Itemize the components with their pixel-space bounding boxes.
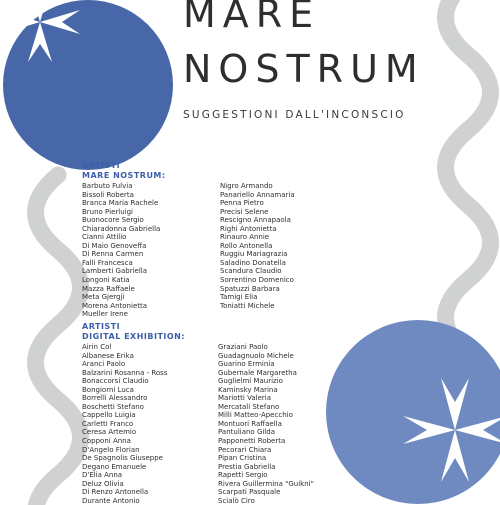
section-label-mare-nostrum: ARTISTI	[82, 161, 121, 170]
artist-name: Spatuzzi Barbara	[220, 284, 280, 293]
artist-name: Bissoli Roberta	[82, 190, 134, 199]
artist-name: Lamberti Gabriella	[82, 267, 148, 276]
artist-name: Barbuto Fulvia	[82, 182, 133, 190]
artist-name: Deluz Olivia	[82, 479, 124, 488]
artist-name: Ruggiu Mariagrazia	[220, 250, 288, 259]
artist-name: Montuori Raffaella	[218, 419, 282, 428]
section-heading-mare-nostrum: MARE NOSTRUM:	[82, 171, 166, 180]
artist-name: Pipan Cristina	[218, 454, 267, 463]
artist-name: Pecorari Chiara	[218, 445, 272, 454]
artist-name: Sorrentino Domenico	[220, 276, 294, 285]
artist-name: Degano Emanuele	[82, 462, 147, 471]
artist-name: Penna Pietro	[220, 199, 264, 208]
artist-name: Meta Gjergji	[82, 293, 125, 302]
artist-name: Rapetti Sergio	[218, 471, 268, 480]
artist-name: Toniatti Michele	[220, 301, 275, 310]
artist-name: Albanese Erika	[82, 351, 134, 360]
artist-name: Buonocore Sergio	[82, 216, 144, 225]
artist-name: Precisi Selene	[220, 207, 269, 216]
section-label-digital-exhibition: ARTISTI	[82, 322, 121, 331]
mare-nostrum-artists-right	[220, 182, 295, 310]
artist-name: Guglielmi Maurizio	[218, 377, 283, 386]
artist-name: De Spagnolis Giuseppe	[82, 454, 163, 463]
artist-name: Carletti Franco	[82, 419, 134, 428]
artist-name: Scialò Ciro	[218, 496, 255, 505]
artist-name: Di Maio Genoveffa	[82, 241, 147, 250]
artist-name: Falli Francesca	[82, 258, 133, 267]
artist-name: Borrelli Alessandro	[82, 394, 148, 403]
artist-name: Ceresa Artemio	[82, 428, 137, 437]
artist-name: Di Renna Carmen	[82, 250, 144, 259]
artist-name: Mariotti Valeria	[218, 394, 271, 403]
artist-name: Kaminsky Marina	[218, 385, 278, 394]
artist-name: Scarpati Pasquale	[218, 488, 281, 497]
artist-name: Chiaradonna Gabriella	[82, 224, 161, 233]
artist-name: Panariello Annamaria	[220, 190, 295, 199]
artist-name: Saladino Donatella	[220, 258, 286, 267]
artist-name: Di Renzo Antonella	[82, 488, 149, 497]
mare-nostrum-artists-left	[82, 182, 160, 319]
artist-name: Rollo Antonella	[220, 241, 273, 250]
artist-name: Copponi Anna	[82, 437, 131, 446]
artist-name: Milli Matteo-Apecchio	[218, 411, 293, 420]
artist-name: D'Elia Anna	[82, 471, 123, 480]
digital-exhibition-artists-left	[82, 343, 167, 505]
digital-exhibition-artists-right	[218, 343, 314, 505]
artist-name: Durante Antonio	[82, 496, 140, 505]
artist-name: Bonaccorsi Claudio	[82, 377, 149, 386]
artist-name: Cappello Luigia	[82, 411, 136, 420]
subtitle: SUGGESTIONI DALL'INCONSCIO	[183, 109, 406, 121]
artist-name: Papponetti Roberta	[218, 437, 286, 446]
artist-name: Cianni Attilio	[82, 233, 127, 242]
artist-name: Bongiorni Luca	[82, 385, 134, 394]
artist-name: Mazza Raffaele	[82, 284, 135, 293]
artist-name: Aranci Paolo	[82, 360, 126, 369]
artist-name: Prestia Gabriella	[218, 462, 276, 471]
artist-name: Mercatali Stefano	[218, 402, 280, 411]
artist-name: Boschetti Stefano	[82, 402, 144, 411]
artist-name: Pantuliano Gilda	[218, 428, 275, 437]
artist-name: Balzarini Rosanna - Ross	[82, 368, 168, 377]
artist-name: Airin Col	[82, 343, 112, 351]
artist-name: Guadagnuolo Michele	[218, 351, 294, 360]
artist-name: Branca Maria Rachele	[82, 199, 159, 208]
artist-name: Bruno Pierluigi	[82, 207, 133, 216]
section-heading-digital-exhibition: DIGITAL EXHIBITION:	[82, 332, 186, 341]
artist-name: Rinauro Annie	[220, 233, 270, 242]
artist-name: Gubernale Margaretha	[218, 368, 297, 377]
artist-name: Morena Antonietta	[82, 301, 148, 310]
artist-name: Rivera Guillermina "Guikni"	[218, 479, 314, 488]
artist-name: D'Angelo Florian	[82, 445, 140, 454]
artist-name: Nigro Armando	[220, 182, 273, 190]
artist-name: Rescigno Annapaola	[220, 216, 291, 225]
artist-name: Righi Antonietta	[220, 224, 277, 233]
artist-name: Guarino Erminia	[218, 360, 275, 369]
title-line-2: NOSTRUM	[183, 47, 425, 91]
artist-name: Mueller Irene	[82, 310, 128, 319]
artist-name: Graziani Paolo	[218, 343, 268, 351]
title-line-1: MARE	[183, 0, 321, 36]
artist-name: Tamigi Elia	[220, 293, 258, 302]
artist-name: Longoni Katia	[82, 276, 130, 285]
artist-name: Scandura Claudio	[220, 267, 282, 276]
